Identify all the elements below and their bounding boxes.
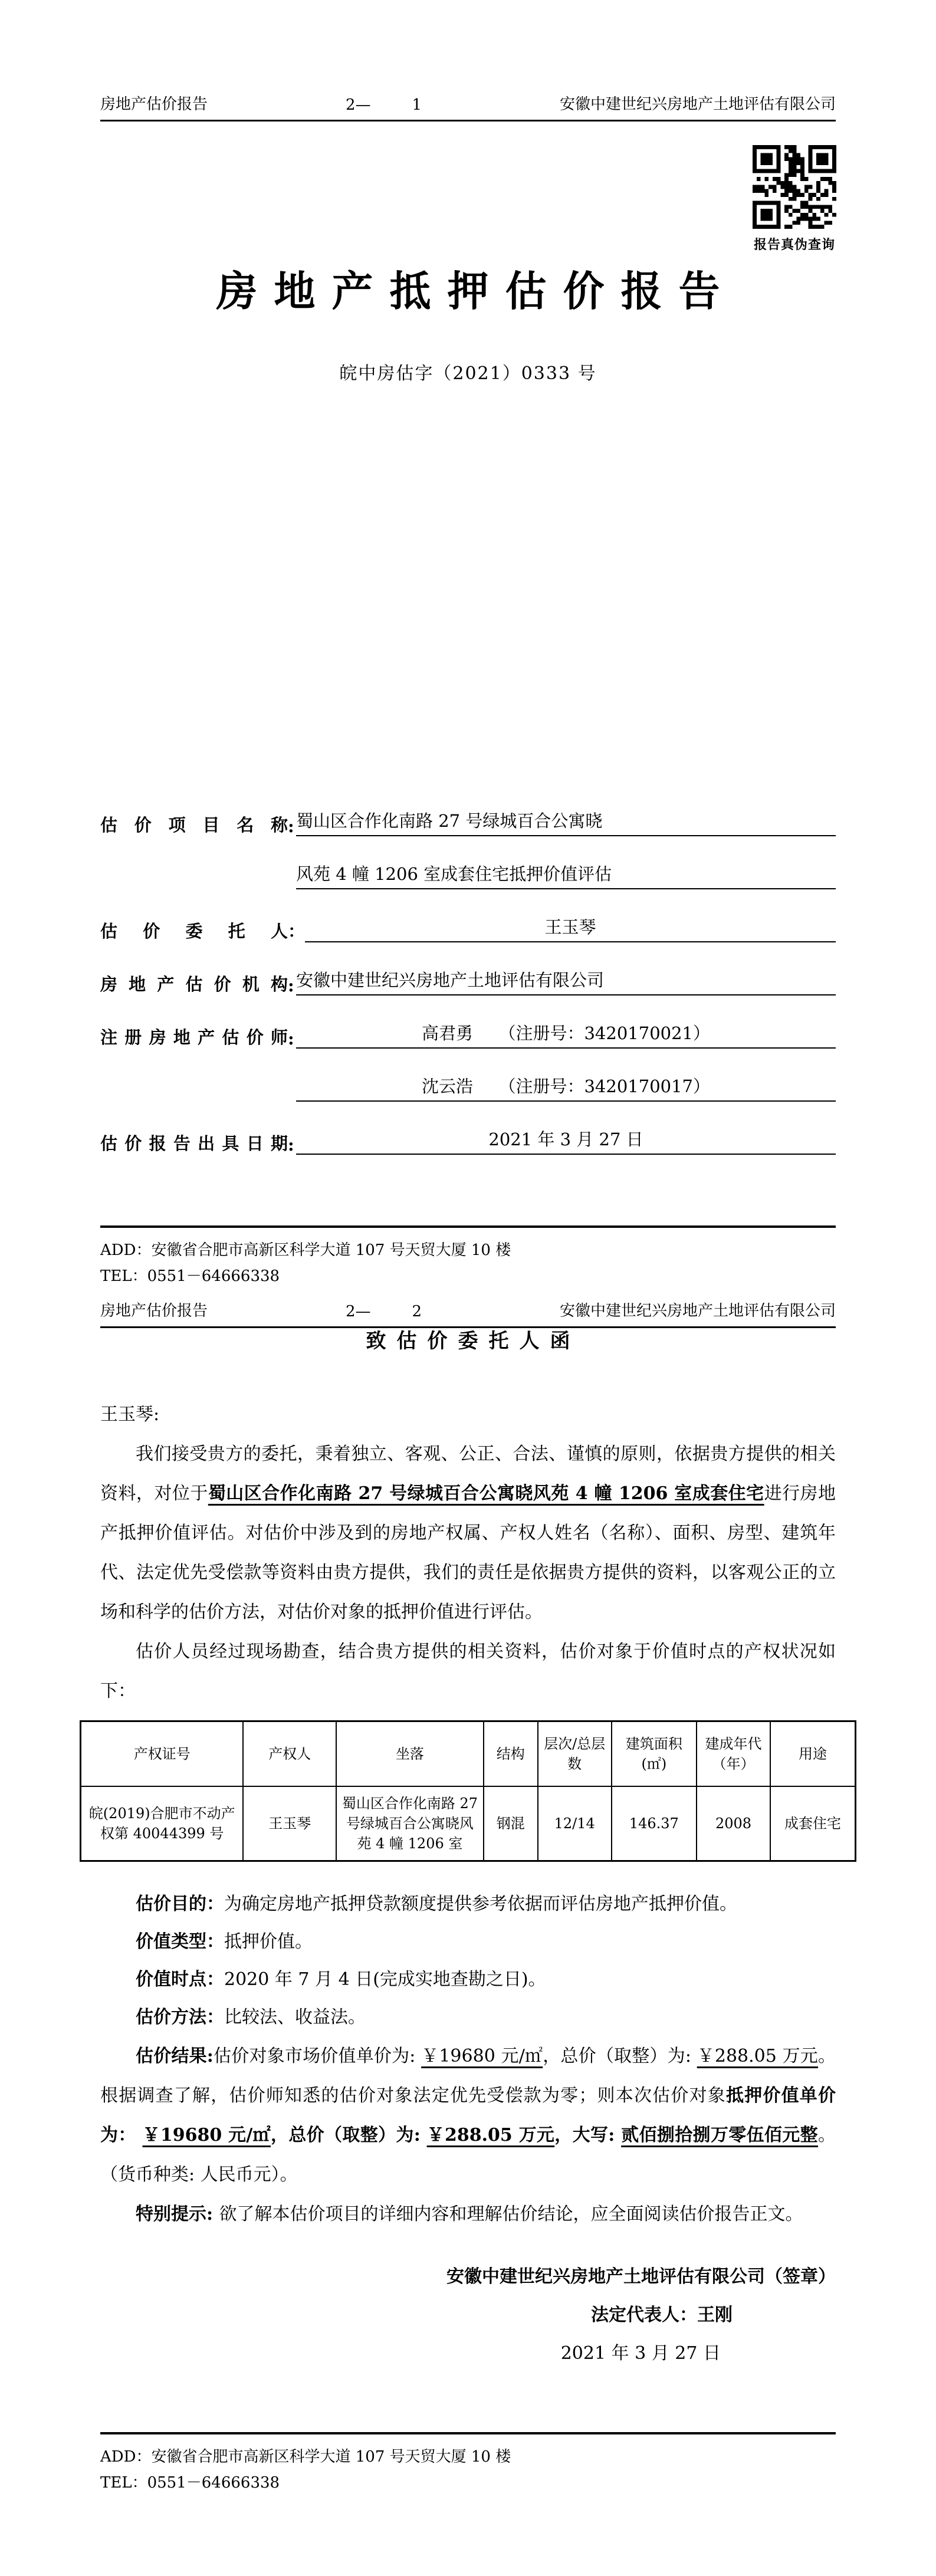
field-value: 高君勇 （注册号：3420170021）: [296, 1021, 836, 1049]
field-colon: ：: [288, 921, 306, 941]
page2-running-footer: [100, 2432, 836, 2496]
cover-field-row: [100, 1075, 836, 1102]
field-value: 沈云浩 （注册号：3420170017）: [296, 1075, 836, 1102]
item-text: 抵押价值。: [224, 1931, 313, 1952]
field-value: 安徽中建世纪兴房地产土地评估有限公司: [296, 968, 836, 995]
table-cell: 钢混: [484, 1786, 538, 1861]
result-segment: ，总价（取整）为:: [270, 2125, 427, 2145]
qr-caption: 报告真伪查询: [753, 237, 835, 252]
header-company-name: 安徽中建世纪兴房地产土地评估有限公司: [559, 96, 836, 113]
report-number: 皖中房估字（2021）0333 号: [339, 363, 597, 384]
field-label: 估 价 委 托 人: [100, 921, 288, 941]
cover-field-row: [100, 862, 836, 889]
item-label: 估价方法：: [136, 2007, 224, 2028]
table-header-cell: 用途: [770, 1721, 856, 1787]
page1-running-footer: [100, 1225, 836, 1288]
field-colon: :: [288, 1135, 294, 1155]
header-company-name: 安徽中建世纪兴房地产土地评估有限公司: [559, 1302, 836, 1320]
field-colon: :: [288, 816, 294, 836]
footer-telephone: TEL：0551－64666338: [100, 1267, 280, 1285]
cover-field-row: [100, 809, 836, 836]
field-value: 2021 年 3 月 27 日: [296, 1128, 836, 1155]
header-doc-type: 房地产估价报告: [100, 1302, 208, 1320]
qr-code-image: [753, 145, 836, 229]
footer-address: ADD：安徽省合肥市高新区科学大道 107 号天贸大厦 10 楼: [100, 2448, 511, 2466]
table-cell: 皖(2019)合肥市不动产权第 40044399 号: [81, 1786, 244, 1861]
field-label: 估价报告出具日期: [100, 1133, 288, 1154]
valuation-item: [100, 1999, 836, 2036]
item-label: 价值类型：: [136, 1931, 224, 1952]
field-value: 蜀山区合作化南路 27 号绿城百合公寓晓: [296, 809, 836, 836]
result-segment: ￥288.05 万元: [697, 2046, 818, 2066]
letter-paragraph-1: [100, 1434, 836, 1632]
header-page-indicator: [208, 1303, 560, 1320]
table-header-cell: 建筑面积(㎡): [612, 1721, 697, 1787]
table-cell: 蜀山区合作化南路 27 号绿城百合公寓晓风苑 4 幢 1206 室: [336, 1786, 484, 1861]
field-value: 风苑 4 幢 1206 室成套住宅抵押价值评估: [296, 862, 836, 889]
valuation-item: [100, 1961, 836, 1999]
field-colon: :: [288, 975, 294, 995]
result-segment: ，总价（取整）为:: [543, 2046, 697, 2066]
letter-body: [88, 1395, 841, 2373]
signature-company: 安徽中建世纪兴房地产土地评估有限公司（签章）: [446, 2266, 836, 2287]
cover-field-row: [100, 968, 836, 995]
table-header-cell: 建成年代（年）: [697, 1721, 770, 1787]
property-rights-table: [80, 1720, 856, 1862]
header-page-number: 2: [412, 1303, 422, 1320]
letter-paragraph-2: 估价人员经过现场勘查，结合贵方提供的相关资料，估价对象于价值时点的产权状况如下：: [100, 1641, 836, 1701]
header-page-indicator: [208, 96, 560, 114]
field-label: 注册房地产估价师: [100, 1027, 288, 1047]
result-segment: 估价结果:: [136, 2046, 214, 2066]
valuation-result-paragraph: [100, 2036, 836, 2194]
result-segment: ￥288.05 万元: [426, 2125, 555, 2145]
table-header-cell: 坐落: [336, 1721, 484, 1787]
table-cell: 146.37: [612, 1786, 697, 1861]
table-cell: 2008: [697, 1786, 770, 1861]
table-header-cell: 结构: [484, 1721, 538, 1787]
item-label: 价值时点：: [136, 1969, 224, 1990]
table-cell: 成套住宅: [770, 1786, 856, 1861]
header-page-total: 2—: [345, 96, 371, 114]
result-segment: ￥19680 元/㎡: [142, 2125, 271, 2145]
page1-running-header: [100, 92, 836, 121]
cover-fields: [100, 809, 836, 1181]
header-page-total: 2—: [345, 1303, 371, 1320]
letter-salutation: 王玉琴:: [100, 1404, 160, 1425]
result-segment: 抵押价值单价为：: [100, 2085, 836, 2145]
result-segment: 。根据调查了解，估价师知悉的估价对象法定优先受偿款为零；则本次估价对象: [100, 2046, 836, 2106]
item-text: 比较法、收益法。: [224, 2007, 366, 2028]
special-note-text: 欲了解本估价项目的详细内容和理解估价结论，应全面阅读估价报告正文。: [219, 2204, 803, 2225]
table-header-row: [81, 1721, 856, 1787]
signature-date: 2021 年 3 月 27 日: [560, 2343, 721, 2364]
valuation-item: [100, 1923, 836, 1961]
paragraph-segment: 我们接受贵方的委托，秉着独立、客观、公正、合法、谨慎的原则，依据贵方提供的相关资料，对位于: [100, 1444, 836, 1504]
paragraph-segment: 蜀山区合作化南路 27 号绿城百合公寓晓风苑 4 幢 1206 室成套住宅: [208, 1483, 764, 1504]
item-text: 2020 年 7 月 4 日(完成实地查勘之日)。: [224, 1969, 546, 1990]
signature-legal-representative: 法定代表人：王刚: [591, 2305, 733, 2325]
field-value: 王玉琴: [305, 915, 836, 942]
result-segment: 贰佰捌拾捌万零伍佰元整: [621, 2125, 818, 2145]
table-cell: 王玉琴: [243, 1786, 336, 1861]
qr-block: [751, 145, 838, 253]
special-note-label: 特别提示:: [136, 2204, 219, 2225]
item-text: 为确定房地产抵押贷款额度提供参考依据而评估房地产抵押价值。: [224, 1894, 737, 1914]
header-doc-type: 房地产估价报告: [100, 96, 208, 113]
paragraph-segment: 进行房地产抵押价值评估。对估价中涉及到的房地产权属、产权人姓名（名称）、面积、房型、建筑年代、法定优先受偿款等资料由贵方提供，我们的责任是依据贵方提供的资料，以客观公正的立场和科学的估价方法，对估价对象的抵押价值进行评估。: [100, 1483, 836, 1622]
footer-telephone: TEL：0551－64666338: [100, 2474, 280, 2492]
cover-field-row: [100, 1021, 836, 1049]
table-header-cell: 产权证号: [81, 1721, 244, 1787]
table-data-row: [81, 1786, 856, 1861]
field-label: 估 价 项 目 名 称: [100, 815, 288, 835]
table-cell: 12/14: [538, 1786, 612, 1861]
valuation-item: [100, 1885, 836, 1923]
table-header-cell: 产权人: [243, 1721, 336, 1787]
item-label: 估价目的：: [136, 1894, 224, 1914]
footer-address: ADD：安徽省合肥市高新区科学大道 107 号天贸大厦 10 楼: [100, 1241, 511, 1259]
page2-running-header: [100, 1299, 836, 1328]
field-colon: :: [288, 1029, 294, 1049]
result-segment: 估价对象市场价值单价为:: [213, 2046, 422, 2066]
header-page-number: 1: [412, 96, 422, 114]
report-page-2: [0, 1288, 936, 2576]
cover-field-row: [100, 1128, 836, 1155]
field-label: 房地产估价机构: [100, 974, 288, 994]
report-title: 房地产抵押估价报告: [216, 267, 737, 316]
special-note-paragraph: [100, 2194, 836, 2234]
cover-field-row: [100, 915, 836, 942]
letter-heading: 致估价委托人函: [366, 1329, 581, 1353]
valuation-items: [100, 1885, 836, 2036]
table-header-cell: 层次/总层数: [538, 1721, 612, 1787]
result-segment: 。（货币种类: 人民币元）。: [100, 2125, 836, 2185]
result-segment: ￥19680 元/㎡: [421, 2046, 543, 2066]
result-segment: ，大写:: [554, 2125, 622, 2145]
